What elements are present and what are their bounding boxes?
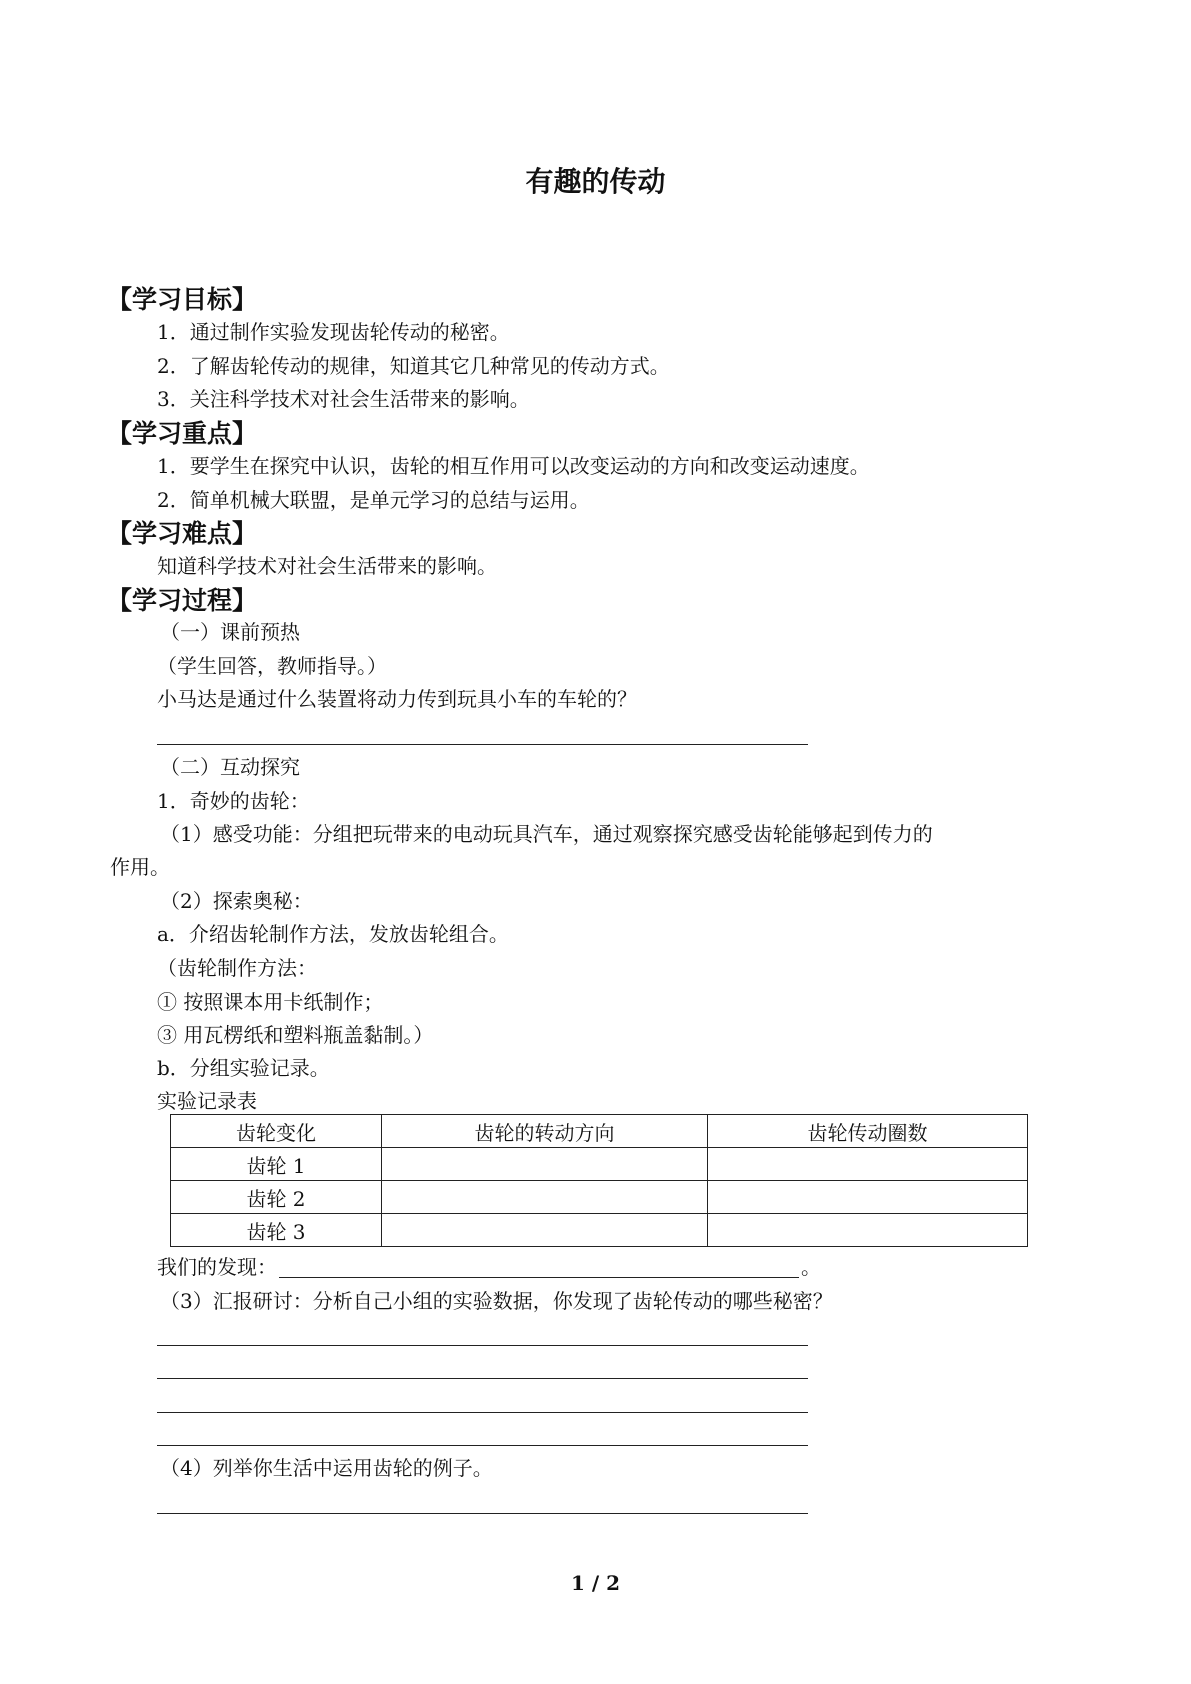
table-cell[interactable] [382,1181,708,1214]
preheat-title: （一）课前预热 [160,620,300,644]
goal-item: 2．了解齿轮传动的规律，知道其它几种常见的传动方式。 [157,354,670,378]
finding-blank[interactable] [279,1259,799,1278]
method-title: （齿轮制作方法： [157,956,317,980]
goal-item: 1．通过制作实验发现齿轮传动的秘密。 [157,320,510,344]
finding-line [157,1257,821,1278]
table-row [171,1181,1028,1214]
table-row [171,1148,1028,1181]
step-a: a．介绍齿轮制作方法，发放齿轮组合。 [157,922,509,946]
table-cell: 齿轮 1 [171,1148,382,1181]
table-cell[interactable] [708,1181,1028,1214]
page-title: 有趣的传动 [525,165,666,198]
goal-item: 3．关注科学技术对社会生活带来的影响。 [157,387,530,411]
method-item: ① 按照课本用卡纸制作； [157,990,384,1014]
table-caption: 实验记录表 [157,1089,257,1113]
answer-blank-line [157,1513,808,1514]
table-cell: 齿轮 3 [171,1214,382,1247]
gear-title: 1．奇妙的齿轮： [157,789,310,813]
table-row [171,1214,1028,1247]
answer-blank-line [157,744,808,745]
finding-label: 我们的发现： [157,1255,277,1279]
key-point-item: 2．简单机械大联盟，是单元学习的总结与运用。 [157,488,590,512]
experiment-record-table [170,1114,1028,1247]
finding-end: 。 [801,1255,821,1279]
answer-blank-line [157,1412,808,1413]
key-point-item: 1．要学生在探究中认识，齿轮的相互作用可以改变运动的方向和改变运动速度。 [157,454,870,478]
table-header-cell: 齿轮传动圈数 [708,1115,1028,1148]
table-cell[interactable] [708,1214,1028,1247]
explore-title: （二）互动探究 [160,755,300,779]
feel-function-line-continued: 作用。 [110,855,170,879]
goals-heading: 【学习目标】 [107,285,258,314]
table-cell[interactable] [382,1214,708,1247]
key-points-heading: 【学习重点】 [107,419,258,448]
feel-function-line: （1）感受功能：分组把玩带来的电动玩具汽车，通过观察探究感受齿轮能够起到传力的 [160,822,933,846]
answer-blank-line [157,1345,808,1346]
table-cell: 齿轮 2 [171,1181,382,1214]
table-header-row [171,1115,1028,1148]
method-item: ③ 用瓦楞纸和塑料瓶盖黏制。） [157,1023,434,1047]
examples-title: （4）列举你生活中运用齿轮的例子。 [160,1456,493,1480]
preheat-question: 小马达是通过什么装置将动力传到玩具小车的车轮的？ [157,687,637,711]
difficulties-heading: 【学习难点】 [107,519,258,548]
secret-title: （2）探索奥秘： [160,889,313,913]
table-header-cell: 齿轮变化 [171,1115,382,1148]
table-header-cell: 齿轮的转动方向 [382,1115,708,1148]
answer-blank-line [157,1445,808,1446]
difficulty-item: 知道科学技术对社会生活带来的影响。 [157,554,497,578]
process-heading: 【学习过程】 [107,586,258,615]
page-number: 1 / 2 [570,1571,621,1595]
answer-blank-line [157,1378,808,1379]
table-cell[interactable] [382,1148,708,1181]
table-cell[interactable] [708,1148,1028,1181]
preheat-note: （学生回答，教师指导。） [157,654,387,678]
step-b: b．分组实验记录。 [157,1056,330,1080]
report-title: （3）汇报研讨：分析自己小组的实验数据，你发现了齿轮传动的哪些秘密？ [160,1289,833,1313]
